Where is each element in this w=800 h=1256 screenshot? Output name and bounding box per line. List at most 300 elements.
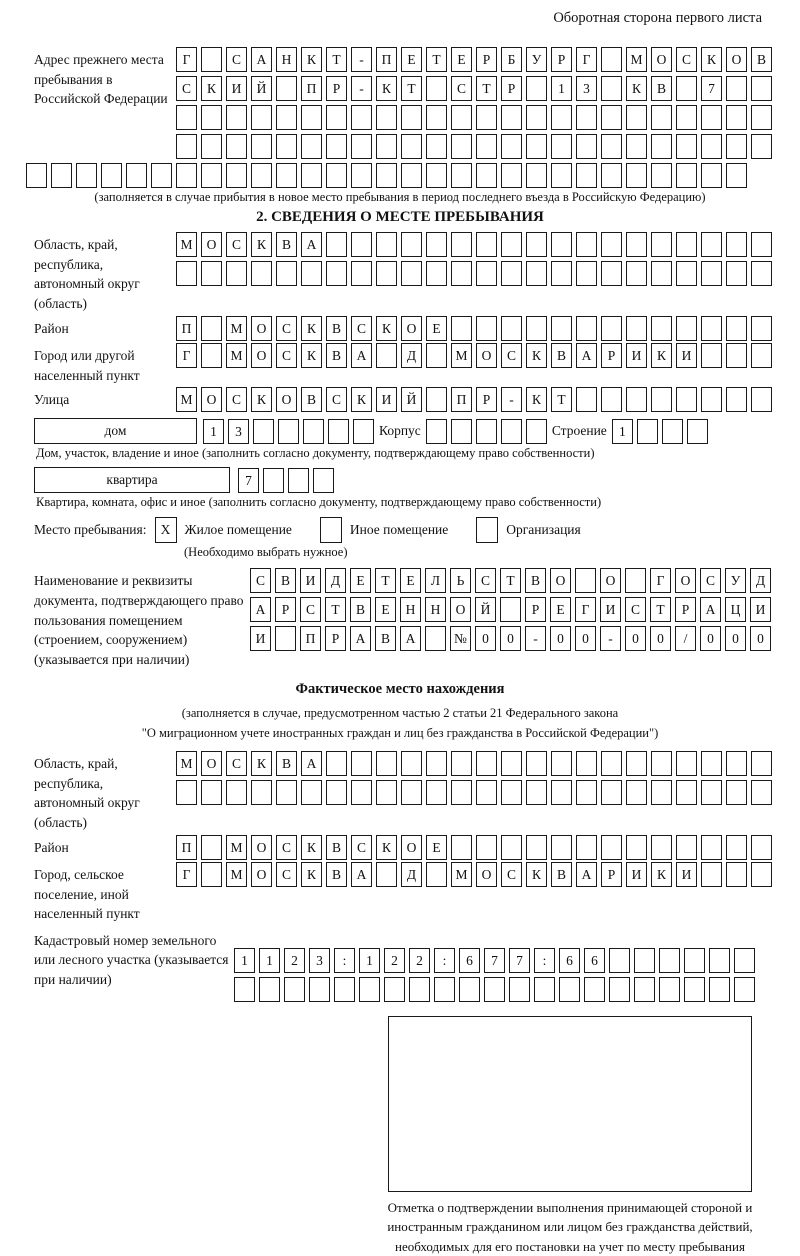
char-box[interactable] — [151, 163, 172, 188]
char-box[interactable]: - — [501, 387, 522, 412]
char-box[interactable] — [351, 134, 372, 159]
checkbox-residential[interactable]: X — [155, 517, 177, 543]
char-box[interactable]: № — [450, 626, 471, 651]
char-box[interactable]: М — [451, 343, 472, 368]
char-box[interactable] — [709, 977, 730, 1002]
char-box[interactable] — [351, 261, 372, 286]
char-box[interactable]: П — [376, 47, 397, 72]
char-box[interactable]: С — [300, 597, 321, 622]
char-box[interactable] — [476, 232, 497, 257]
char-box[interactable]: М — [176, 387, 197, 412]
char-box[interactable] — [637, 419, 658, 444]
char-box[interactable]: Н — [276, 47, 297, 72]
char-box[interactable]: С — [451, 76, 472, 101]
char-box[interactable] — [251, 261, 272, 286]
char-box[interactable]: Е — [550, 597, 571, 622]
char-box[interactable] — [301, 780, 322, 805]
char-box[interactable]: К — [251, 232, 272, 257]
char-box[interactable] — [459, 977, 480, 1002]
char-box[interactable] — [726, 780, 747, 805]
char-box[interactable]: 6 — [459, 948, 480, 973]
char-box[interactable] — [376, 261, 397, 286]
char-box[interactable] — [701, 751, 722, 776]
char-box[interactable]: В — [326, 343, 347, 368]
char-box[interactable] — [676, 835, 697, 860]
char-box[interactable]: А — [351, 343, 372, 368]
char-box[interactable] — [301, 105, 322, 130]
char-box[interactable]: К — [301, 47, 322, 72]
char-box[interactable] — [526, 76, 547, 101]
char-box[interactable]: В — [350, 597, 371, 622]
char-box[interactable]: А — [301, 751, 322, 776]
char-box[interactable] — [288, 468, 309, 493]
char-box[interactable] — [501, 163, 522, 188]
char-box[interactable] — [526, 134, 547, 159]
char-box[interactable] — [201, 261, 222, 286]
char-box[interactable]: К — [251, 751, 272, 776]
char-box[interactable] — [751, 105, 772, 130]
char-box[interactable] — [276, 76, 297, 101]
char-box[interactable] — [601, 76, 622, 101]
char-box[interactable] — [626, 780, 647, 805]
char-box[interactable] — [534, 977, 555, 1002]
char-box[interactable]: Г — [176, 343, 197, 368]
char-box[interactable] — [328, 419, 349, 444]
char-box[interactable] — [601, 261, 622, 286]
char-box[interactable] — [284, 977, 305, 1002]
char-box[interactable] — [426, 343, 447, 368]
char-box[interactable]: И — [226, 76, 247, 101]
char-box[interactable] — [726, 105, 747, 130]
char-box[interactable] — [313, 468, 334, 493]
char-box[interactable]: Д — [401, 862, 422, 887]
char-box[interactable]: Д — [401, 343, 422, 368]
char-box[interactable]: С — [226, 47, 247, 72]
char-box[interactable] — [76, 163, 97, 188]
char-box[interactable] — [501, 232, 522, 257]
char-box[interactable] — [476, 419, 497, 444]
char-box[interactable] — [662, 419, 683, 444]
char-box[interactable] — [263, 468, 284, 493]
char-box[interactable] — [426, 134, 447, 159]
char-box[interactable] — [701, 261, 722, 286]
char-box[interactable] — [701, 862, 722, 887]
char-box[interactable]: Е — [451, 47, 472, 72]
char-box[interactable] — [326, 751, 347, 776]
char-box[interactable]: 0 — [550, 626, 571, 651]
char-box[interactable]: Т — [551, 387, 572, 412]
char-box[interactable]: С — [226, 751, 247, 776]
char-box[interactable]: У — [526, 47, 547, 72]
char-box[interactable]: 2 — [284, 948, 305, 973]
char-box[interactable] — [451, 780, 472, 805]
char-box[interactable] — [526, 316, 547, 341]
char-box[interactable] — [476, 163, 497, 188]
char-box[interactable]: К — [526, 343, 547, 368]
char-box[interactable] — [751, 751, 772, 776]
char-box[interactable]: 0 — [500, 626, 521, 651]
char-box[interactable]: К — [376, 76, 397, 101]
char-box[interactable] — [376, 780, 397, 805]
char-box[interactable] — [651, 261, 672, 286]
char-box[interactable] — [651, 163, 672, 188]
char-box[interactable] — [201, 316, 222, 341]
char-box[interactable] — [684, 977, 705, 1002]
char-box[interactable] — [401, 232, 422, 257]
char-box[interactable] — [676, 134, 697, 159]
char-box[interactable]: О — [401, 835, 422, 860]
char-box[interactable]: 7 — [238, 468, 259, 493]
char-box[interactable]: Т — [401, 76, 422, 101]
char-box[interactable] — [309, 977, 330, 1002]
char-box[interactable] — [601, 134, 622, 159]
char-box[interactable]: С — [475, 568, 496, 593]
char-box[interactable]: 6 — [584, 948, 605, 973]
char-box[interactable] — [451, 134, 472, 159]
char-box[interactable] — [276, 134, 297, 159]
char-box[interactable] — [609, 977, 630, 1002]
char-box[interactable]: С — [250, 568, 271, 593]
char-box[interactable] — [226, 105, 247, 130]
char-box[interactable] — [601, 780, 622, 805]
char-box[interactable] — [526, 105, 547, 130]
char-box[interactable] — [226, 163, 247, 188]
char-box[interactable] — [551, 163, 572, 188]
char-box[interactable] — [226, 261, 247, 286]
char-box[interactable] — [426, 751, 447, 776]
char-box[interactable] — [376, 134, 397, 159]
char-box[interactable]: В — [275, 568, 296, 593]
char-box[interactable]: П — [451, 387, 472, 412]
char-box[interactable]: В — [276, 232, 297, 257]
char-box[interactable] — [651, 780, 672, 805]
char-box[interactable] — [601, 105, 622, 130]
char-box[interactable]: Ь — [450, 568, 471, 593]
char-box[interactable] — [276, 780, 297, 805]
char-box[interactable]: А — [351, 862, 372, 887]
char-box[interactable]: А — [700, 597, 721, 622]
char-box[interactable] — [701, 780, 722, 805]
char-box[interactable] — [751, 134, 772, 159]
char-box[interactable]: М — [176, 232, 197, 257]
char-box[interactable]: М — [226, 343, 247, 368]
char-box[interactable] — [434, 977, 455, 1002]
char-box[interactable] — [601, 163, 622, 188]
char-box[interactable]: Е — [426, 835, 447, 860]
char-box[interactable] — [526, 751, 547, 776]
char-box[interactable]: С — [276, 343, 297, 368]
char-box[interactable]: С — [276, 316, 297, 341]
char-box[interactable] — [634, 948, 655, 973]
char-box[interactable] — [451, 316, 472, 341]
char-box[interactable] — [651, 232, 672, 257]
char-box[interactable] — [726, 134, 747, 159]
char-box[interactable]: О — [201, 387, 222, 412]
char-box[interactable] — [501, 316, 522, 341]
char-box[interactable] — [476, 134, 497, 159]
char-box[interactable] — [576, 835, 597, 860]
char-box[interactable] — [526, 835, 547, 860]
char-box[interactable]: О — [401, 316, 422, 341]
char-box[interactable] — [726, 343, 747, 368]
char-box[interactable]: Г — [576, 47, 597, 72]
char-box[interactable] — [751, 387, 772, 412]
char-box[interactable]: 7 — [484, 948, 505, 973]
char-box[interactable] — [551, 835, 572, 860]
char-box[interactable]: П — [176, 316, 197, 341]
char-box[interactable]: Й — [401, 387, 422, 412]
char-box[interactable] — [326, 232, 347, 257]
char-box[interactable]: Р — [501, 76, 522, 101]
char-box[interactable] — [384, 977, 405, 1002]
char-box[interactable] — [426, 419, 447, 444]
char-box[interactable] — [226, 780, 247, 805]
char-box[interactable] — [601, 835, 622, 860]
char-box[interactable] — [451, 419, 472, 444]
char-box[interactable] — [576, 105, 597, 130]
char-box[interactable]: Т — [326, 47, 347, 72]
char-box[interactable]: В — [751, 47, 772, 72]
char-box[interactable] — [426, 387, 447, 412]
char-box[interactable] — [701, 316, 722, 341]
char-box[interactable]: Р — [525, 597, 546, 622]
char-box[interactable] — [551, 316, 572, 341]
char-box[interactable]: Т — [375, 568, 396, 593]
char-box[interactable]: Д — [750, 568, 771, 593]
char-box[interactable]: Р — [601, 343, 622, 368]
char-box[interactable]: Г — [176, 47, 197, 72]
char-box[interactable]: К — [651, 862, 672, 887]
char-box[interactable] — [726, 76, 747, 101]
char-box[interactable]: Л — [425, 568, 446, 593]
char-box[interactable]: 1 — [259, 948, 280, 973]
char-box[interactable] — [676, 261, 697, 286]
char-box[interactable] — [326, 261, 347, 286]
char-box[interactable] — [726, 163, 747, 188]
char-box[interactable]: А — [301, 232, 322, 257]
char-box[interactable] — [401, 751, 422, 776]
char-box[interactable] — [676, 232, 697, 257]
char-box[interactable]: К — [301, 835, 322, 860]
char-box[interactable] — [726, 835, 747, 860]
char-box[interactable]: Р — [476, 47, 497, 72]
char-box[interactable]: 6 — [559, 948, 580, 973]
char-box[interactable]: М — [626, 47, 647, 72]
char-box[interactable] — [401, 261, 422, 286]
char-box[interactable]: Р — [675, 597, 696, 622]
char-box[interactable] — [501, 261, 522, 286]
char-box[interactable] — [625, 568, 646, 593]
char-box[interactable]: И — [750, 597, 771, 622]
char-box[interactable]: С — [226, 232, 247, 257]
char-box[interactable]: И — [676, 862, 697, 887]
char-box[interactable] — [734, 977, 755, 1002]
char-box[interactable] — [734, 948, 755, 973]
char-box[interactable]: М — [226, 862, 247, 887]
char-box[interactable] — [676, 163, 697, 188]
char-box[interactable] — [626, 163, 647, 188]
char-box[interactable] — [353, 419, 374, 444]
char-box[interactable] — [426, 862, 447, 887]
char-box[interactable]: С — [326, 387, 347, 412]
char-box[interactable]: И — [676, 343, 697, 368]
char-box[interactable]: 3 — [309, 948, 330, 973]
char-box[interactable] — [626, 835, 647, 860]
char-box[interactable] — [376, 751, 397, 776]
char-box[interactable]: А — [576, 343, 597, 368]
char-box[interactable] — [226, 134, 247, 159]
char-box[interactable]: Н — [425, 597, 446, 622]
char-box[interactable]: С — [351, 835, 372, 860]
char-box[interactable] — [476, 316, 497, 341]
char-box[interactable] — [501, 835, 522, 860]
char-box[interactable]: С — [501, 343, 522, 368]
char-box[interactable] — [451, 105, 472, 130]
char-box[interactable] — [526, 261, 547, 286]
char-box[interactable] — [751, 316, 772, 341]
char-box[interactable]: / — [675, 626, 696, 651]
char-box[interactable]: О — [251, 862, 272, 887]
char-box[interactable] — [576, 316, 597, 341]
char-box[interactable]: О — [251, 343, 272, 368]
char-box[interactable] — [234, 977, 255, 1002]
char-box[interactable]: 0 — [725, 626, 746, 651]
char-box[interactable] — [551, 232, 572, 257]
char-box[interactable] — [676, 780, 697, 805]
char-box[interactable]: В — [326, 316, 347, 341]
char-box[interactable]: О — [600, 568, 621, 593]
char-box[interactable] — [376, 343, 397, 368]
char-box[interactable] — [751, 76, 772, 101]
char-box[interactable] — [634, 977, 655, 1002]
char-box[interactable]: К — [301, 343, 322, 368]
char-box[interactable] — [251, 780, 272, 805]
char-box[interactable]: О — [476, 862, 497, 887]
char-box[interactable]: И — [300, 568, 321, 593]
char-box[interactable] — [701, 163, 722, 188]
char-box[interactable]: - — [351, 47, 372, 72]
char-box[interactable] — [551, 780, 572, 805]
char-box[interactable] — [426, 261, 447, 286]
char-box[interactable] — [276, 163, 297, 188]
char-box[interactable] — [676, 387, 697, 412]
char-box[interactable]: О — [651, 47, 672, 72]
char-box[interactable]: С — [176, 76, 197, 101]
char-box[interactable] — [451, 163, 472, 188]
char-box[interactable] — [176, 261, 197, 286]
char-box[interactable]: К — [351, 387, 372, 412]
char-box[interactable]: 1 — [612, 419, 633, 444]
char-box[interactable] — [551, 105, 572, 130]
char-box[interactable] — [401, 780, 422, 805]
char-box[interactable]: О — [450, 597, 471, 622]
char-box[interactable] — [701, 835, 722, 860]
char-box[interactable]: 0 — [475, 626, 496, 651]
char-box[interactable] — [526, 780, 547, 805]
char-box[interactable]: Т — [500, 568, 521, 593]
char-box[interactable] — [676, 76, 697, 101]
char-box[interactable] — [303, 419, 324, 444]
char-box[interactable]: С — [351, 316, 372, 341]
char-box[interactable]: М — [226, 316, 247, 341]
char-box[interactable]: Р — [275, 597, 296, 622]
char-box[interactable]: Е — [375, 597, 396, 622]
char-box[interactable] — [376, 862, 397, 887]
char-box[interactable]: В — [551, 862, 572, 887]
char-box[interactable] — [701, 105, 722, 130]
char-box[interactable] — [201, 835, 222, 860]
char-box[interactable]: А — [251, 47, 272, 72]
char-box[interactable] — [401, 105, 422, 130]
char-box[interactable] — [326, 105, 347, 130]
char-box[interactable]: П — [301, 76, 322, 101]
char-box[interactable] — [601, 47, 622, 72]
char-box[interactable] — [484, 977, 505, 1002]
char-box[interactable] — [351, 780, 372, 805]
char-box[interactable] — [426, 232, 447, 257]
char-box[interactable]: 1 — [234, 948, 255, 973]
char-box[interactable] — [176, 105, 197, 130]
char-box[interactable] — [259, 977, 280, 1002]
char-box[interactable]: В — [375, 626, 396, 651]
char-box[interactable]: - — [351, 76, 372, 101]
char-box[interactable] — [751, 261, 772, 286]
char-box[interactable] — [501, 780, 522, 805]
char-box[interactable]: Р — [325, 626, 346, 651]
char-box[interactable]: Е — [400, 568, 421, 593]
char-box[interactable]: О — [476, 343, 497, 368]
char-box[interactable] — [551, 134, 572, 159]
char-box[interactable] — [276, 261, 297, 286]
char-box[interactable] — [576, 163, 597, 188]
char-box[interactable] — [526, 419, 547, 444]
char-box[interactable] — [651, 751, 672, 776]
char-box[interactable] — [601, 232, 622, 257]
char-box[interactable] — [476, 105, 497, 130]
char-box[interactable]: Г — [650, 568, 671, 593]
char-box[interactable] — [651, 316, 672, 341]
char-box[interactable]: Р — [601, 862, 622, 887]
char-box[interactable] — [726, 316, 747, 341]
char-box[interactable]: 0 — [700, 626, 721, 651]
char-box[interactable]: К — [251, 387, 272, 412]
char-box[interactable] — [751, 232, 772, 257]
char-box[interactable] — [576, 780, 597, 805]
char-box[interactable] — [701, 232, 722, 257]
char-box[interactable] — [326, 780, 347, 805]
char-box[interactable]: А — [250, 597, 271, 622]
char-box[interactable] — [709, 948, 730, 973]
char-box[interactable] — [676, 316, 697, 341]
char-box[interactable] — [576, 261, 597, 286]
char-box[interactable]: О — [251, 316, 272, 341]
char-box[interactable] — [451, 232, 472, 257]
char-box[interactable] — [201, 134, 222, 159]
char-box[interactable]: Р — [326, 76, 347, 101]
char-box[interactable] — [359, 977, 380, 1002]
char-box[interactable]: К — [701, 47, 722, 72]
char-box[interactable]: И — [250, 626, 271, 651]
char-box[interactable]: К — [651, 343, 672, 368]
char-box[interactable] — [684, 948, 705, 973]
char-box[interactable] — [601, 387, 622, 412]
char-box[interactable]: М — [451, 862, 472, 887]
char-box[interactable] — [126, 163, 147, 188]
char-box[interactable]: И — [600, 597, 621, 622]
char-box[interactable]: 0 — [575, 626, 596, 651]
char-box[interactable]: 3 — [576, 76, 597, 101]
char-box[interactable] — [575, 568, 596, 593]
